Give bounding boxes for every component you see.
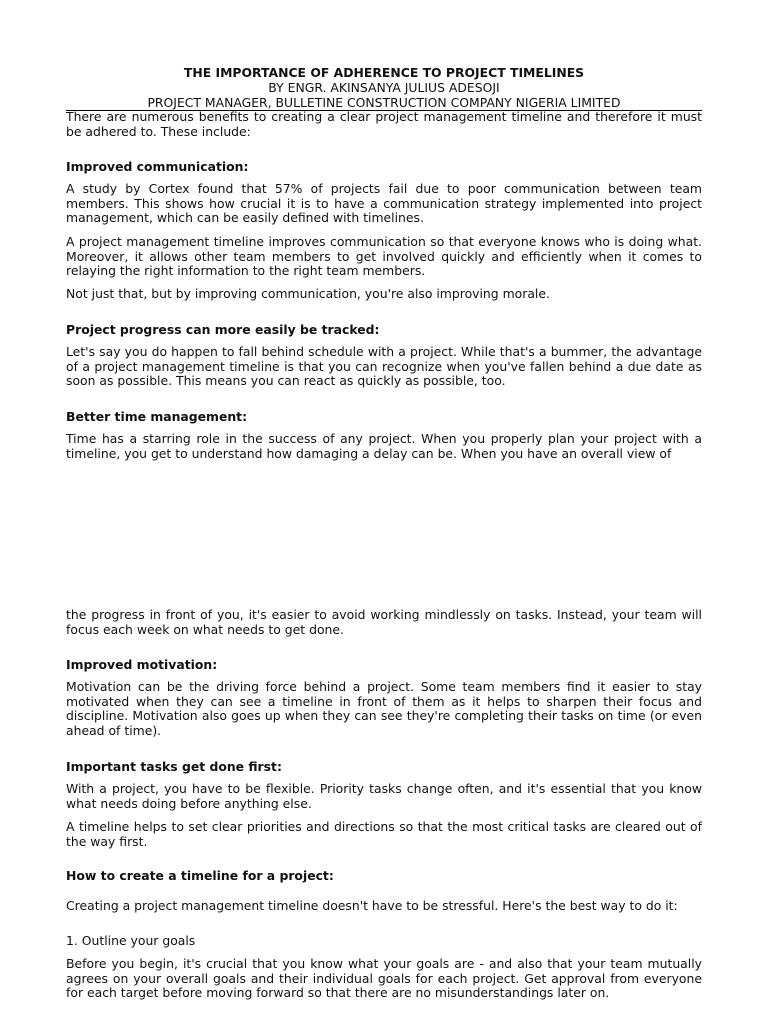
paragraph: Time has a starring role in the success of any project. When you properly plan your project with a timeline, you get to understand how damaging a delay can be. When you have an overall view of [66, 431, 702, 461]
section-heading-communication: Improved communication: [66, 159, 249, 174]
document-byline: BY ENGR. AKINSANYA JULIUS ADESOJI [268, 80, 500, 95]
step-label: 1. Outline your goals [66, 933, 196, 948]
section-heading-time-management: Better time management: [66, 409, 248, 424]
section-heading-progress: Project progress can more easily be tracked: [66, 322, 380, 337]
section-heading-important-tasks: Important tasks get done first: [66, 759, 282, 774]
document-title: THE IMPORTANCE OF ADHERENCE TO PROJECT TIMELINES [183, 65, 585, 80]
paragraph: the progress in front of you, it's easier to avoid working mindlessly on tasks. Instead, your team will focus each week on what needs to get done. [66, 607, 702, 637]
paragraph: A project management timeline improves communication so that everyone knows who is doing what. Moreover, it allows other team members to get involved quickly and efficiently when it comes to relaying the right information to the right team members. [66, 234, 702, 279]
paragraph: Let's say you do happen to fall behind schedule with a project. While that's a bummer, the advantage of a project management timeline is that you can recognize when you've fallen behind a due date as soon as possible. This means you can react as quickly as possible, too. [66, 344, 702, 389]
step-paragraph: Before you begin, it's crucial that you know what your goals are - and also that your team mutually agrees on your overall goals and their individual goals for each project. Get approval from everyone for each target before moving forward so that there are no misunderstandings later on. [66, 956, 702, 1001]
document-header [66, 65, 702, 110]
intro-paragraph: There are numerous benefits to creating a clear project management timeline and therefore it must be adhered to. These include: [66, 109, 702, 139]
paragraph: With a project, you have to be flexible. Priority tasks change often, and it's essential that you know what needs doing before anything else. [66, 781, 702, 811]
document-affiliation: PROJECT MANAGER, BULLETINE CONSTRUCTION COMPANY NIGERIA LIMITED [147, 95, 621, 110]
paragraph: A timeline helps to set clear priorities and directions so that the most critical tasks are cleared out of the way first. [66, 819, 702, 849]
paragraph: A study by Cortex found that 57% of projects fail due to poor communication between team members. This shows how crucial it is to have a communication strategy implemented into project management, which can be easily defined with timelines. [66, 181, 702, 226]
paragraph: Not just that, but by improving communication, you're also improving morale. [66, 286, 550, 301]
paragraph: Motivation can be the driving force behind a project. Some team members find it easier to stay motivated when they can see a timeline in front of them as it helps to sharpen their focus and discipline. Motivation also goes up when they can see they're completing their tasks on time (or even ahead of time). [66, 679, 702, 738]
section-heading-how-to-create: How to create a timeline for a project: [66, 868, 334, 883]
section-heading-motivation: Improved motivation: [66, 657, 218, 672]
paragraph: Creating a project management timeline doesn't have to be stressful. Here's the best way to do it: [66, 898, 678, 913]
